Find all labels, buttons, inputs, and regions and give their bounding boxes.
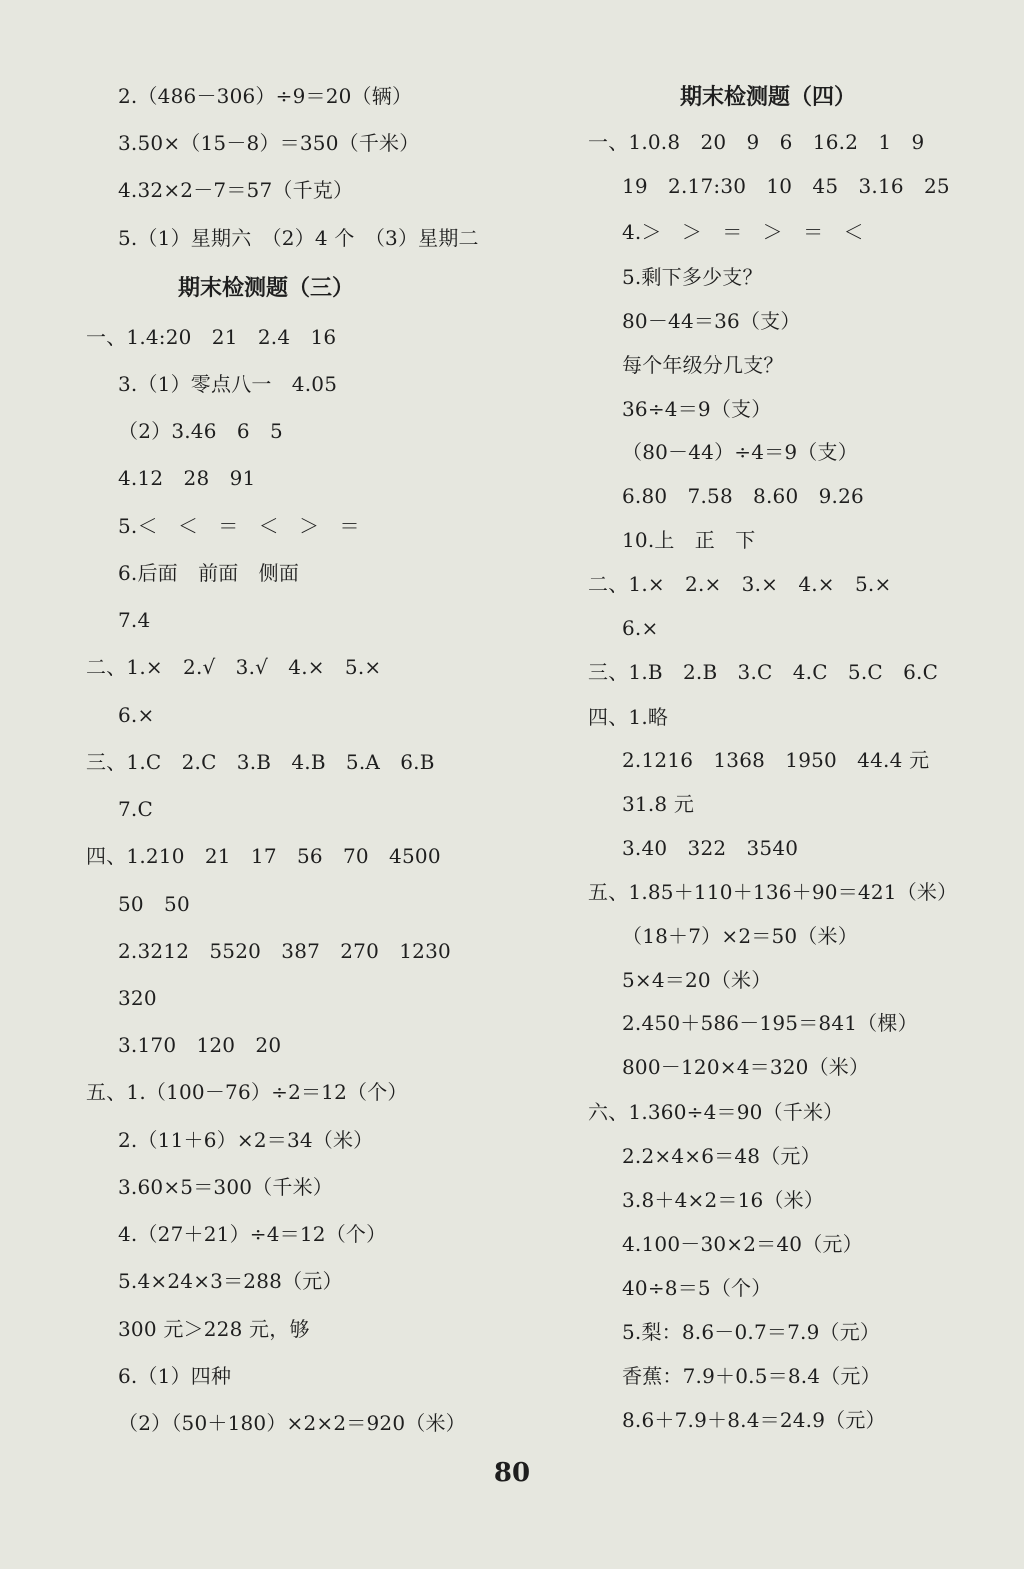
answer-line: 一、1.0.8 20 9 6 16.2 1 9 — [588, 130, 925, 154]
answer-line: 320 — [118, 986, 157, 1010]
answer-line: 2.3212 5520 387 270 1230 — [118, 939, 451, 963]
answer-line: 5.剩下多少支？ — [622, 265, 763, 289]
answer-line: 7.4 — [118, 608, 151, 632]
answer-line: 4.100－30×2＝40（元） — [622, 1232, 863, 1256]
answer-line: 四、1.略 — [588, 705, 669, 729]
page-number: 80 — [493, 1458, 531, 1488]
answer-line: 19 2.17:30 10 45 3.16 25 — [622, 174, 950, 198]
answer-line: 5.4×24×3＝288（元） — [118, 1269, 343, 1293]
answer-line: 3.170 120 20 — [118, 1033, 282, 1057]
answer-line: 五、1.（100－76）÷2＝12（个） — [86, 1080, 408, 1104]
answer-line: 3.（1）零点八一 4.05 — [118, 372, 338, 396]
answer-line: 7.C — [118, 797, 153, 821]
answer-line: （80－44）÷4＝9（支） — [622, 440, 858, 464]
answer-line: 香蕉：7.9＋0.5＝8.4（元） — [622, 1364, 881, 1388]
answer-line: 10.上 正 下 — [622, 528, 756, 552]
answer-line: 5.梨：8.6－0.7＝7.9（元） — [622, 1320, 881, 1344]
answer-line: 二、1.× 2.× 3.× 4.× 5.× — [588, 572, 892, 596]
answer-line: 80－44＝36（支） — [622, 309, 801, 333]
answer-line: 4.12 28 91 — [118, 466, 256, 490]
answer-line: 31.8 元 — [622, 792, 695, 816]
answer-line: 二、1.× 2.√ 3.√ 4.× 5.× — [86, 655, 382, 679]
answer-line: 40÷8＝5（个） — [622, 1276, 772, 1300]
answer-line: （2）（50＋180）×2×2＝920（米） — [118, 1411, 466, 1435]
answer-line: 3.8＋4×2＝16（米） — [622, 1188, 825, 1212]
answer-line: 每个年级分几支？ — [622, 353, 784, 377]
answer-line: 5.＜ ＜ ＝ ＜ ＞ ＝ — [118, 514, 360, 538]
answer-line: 三、1.B 2.B 3.C 4.C 5.C 6.C — [588, 660, 939, 684]
answer-line: 36÷4＝9（支） — [622, 397, 772, 421]
answer-line: 5.（1）星期六 （2）4 个 （3）星期二 — [118, 226, 479, 250]
answer-line: 800－120×4＝320（米） — [622, 1055, 870, 1079]
answer-line: 2.450＋586－195＝841（棵） — [622, 1011, 918, 1035]
answer-line: 2.（486－306）÷9＝20（辆） — [118, 84, 413, 108]
answer-line: 3.40 322 3540 — [622, 836, 799, 860]
answer-line: 3.50×（15－8）＝350（千米） — [118, 131, 420, 155]
answer-line: 3.60×5＝300（千米） — [118, 1175, 333, 1199]
section-title-3: 期末检测题（三） — [178, 276, 355, 301]
section-title-4: 期末检测题（四） — [680, 85, 857, 110]
answer-line: 四、1.210 21 17 56 70 4500 — [86, 844, 441, 868]
answer-line: 2.1216 1368 1950 44.4 元 — [622, 748, 930, 772]
answer-line: （2）3.46 6 5 — [118, 419, 283, 443]
answer-line: （18＋7）×2＝50（米） — [622, 924, 858, 948]
answer-line: 300 元＞228 元，够 — [118, 1317, 310, 1341]
answer-line: 6.× — [622, 616, 659, 640]
answer-line: 6.× — [118, 703, 155, 727]
answer-line: 4.（27＋21）÷4＝12（个） — [118, 1222, 387, 1246]
answer-line: 50 50 — [118, 892, 190, 916]
answer-line: 4.＞ ＞ ＝ ＞ ＝ ＜ — [622, 220, 864, 244]
answer-line: 2.（11＋6）×2＝34（米） — [118, 1128, 374, 1152]
answer-line: 6.后面 前面 侧面 — [118, 561, 300, 585]
answer-line: 三、1.C 2.C 3.B 4.B 5.A 6.B — [86, 750, 435, 774]
answer-line: 4.32×2－7＝57（千克） — [118, 178, 354, 202]
answer-line: 2.2×4×6＝48（元） — [622, 1144, 821, 1168]
answer-line: 6.80 7.58 8.60 9.26 — [622, 484, 864, 508]
answer-line: 6.（1）四种 — [118, 1364, 232, 1388]
answer-line: 8.6＋7.9＋8.4＝24.9（元） — [622, 1408, 886, 1432]
answer-line: 一、1.4:20 21 2.4 16 — [86, 325, 337, 349]
answer-line: 六、1.360÷4＝90（千米） — [588, 1100, 844, 1124]
answer-line: 5×4＝20（米） — [622, 968, 772, 992]
answer-line: 五、1.85＋110＋136＋90＝421（米） — [588, 880, 958, 904]
